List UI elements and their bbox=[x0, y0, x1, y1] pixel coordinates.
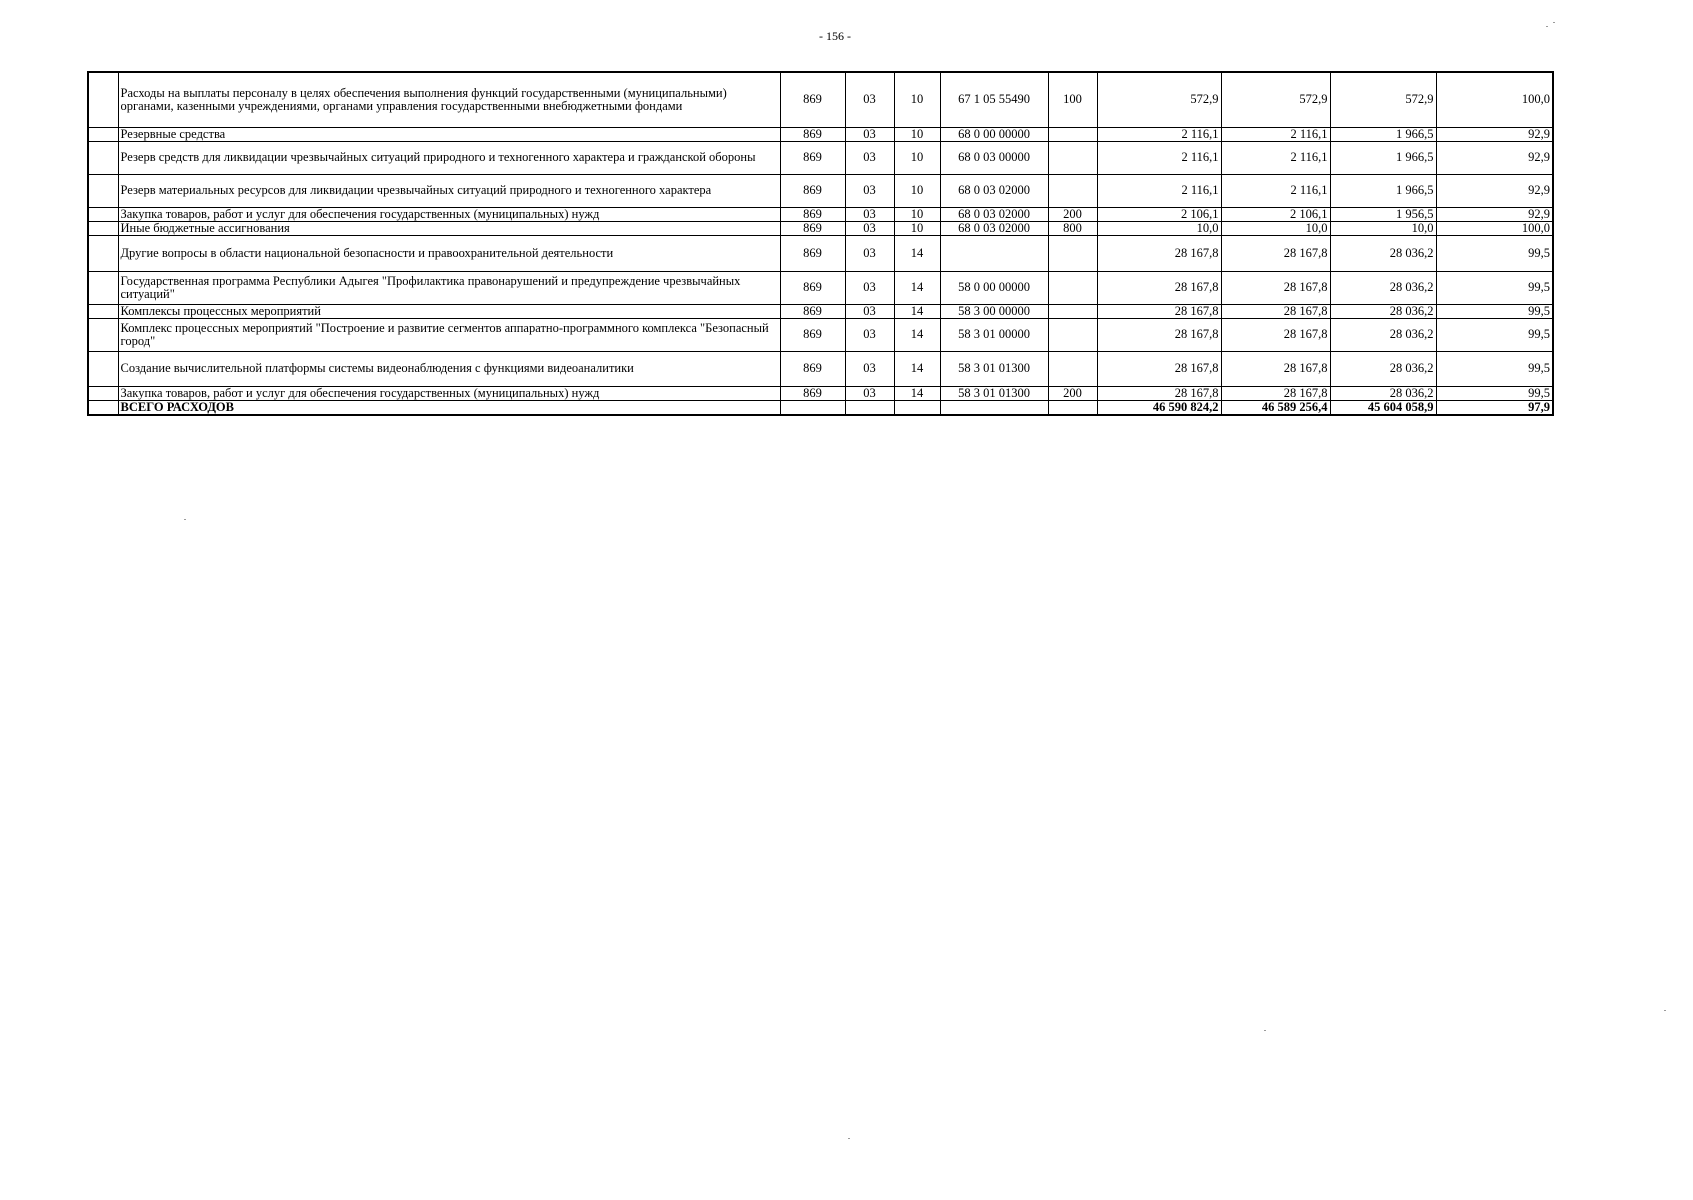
row-rz-cell: 03 bbox=[845, 351, 894, 386]
row-value2-cell: 572,9 bbox=[1221, 72, 1330, 127]
row-index-cell bbox=[88, 235, 118, 271]
total-gr-cell bbox=[780, 400, 845, 415]
row-gr-cell: 869 bbox=[780, 127, 845, 141]
row-value1-cell: 572,9 bbox=[1097, 72, 1221, 127]
row-name-cell: Резерв материальных ресурсов для ликвидации чрезвычайных ситуаций природного и техногенного характера bbox=[118, 174, 780, 207]
row-csr-cell: 58 3 00 00000 bbox=[940, 304, 1048, 318]
row-csr-cell: 68 0 03 00000 bbox=[940, 141, 1048, 174]
row-gr-cell: 869 bbox=[780, 318, 845, 351]
row-csr-cell: 68 0 00 00000 bbox=[940, 127, 1048, 141]
row-pr-cell: 10 bbox=[894, 141, 940, 174]
row-gr-cell: 869 bbox=[780, 351, 845, 386]
expenses-table bbox=[87, 71, 1554, 416]
row-value1-cell: 2 106,1 bbox=[1097, 207, 1221, 221]
table-row bbox=[88, 318, 1553, 351]
row-name-cell: Резерв средств для ликвидации чрезвычайных ситуаций природного и техногенного характера и гражданской обороны bbox=[118, 141, 780, 174]
row-rz-cell: 03 bbox=[845, 127, 894, 141]
row-rz-cell: 03 bbox=[845, 318, 894, 351]
row-gr-cell: 869 bbox=[780, 72, 845, 127]
table-row bbox=[88, 221, 1553, 235]
row-vr-cell: 200 bbox=[1048, 207, 1097, 221]
page-number: - 156 - bbox=[819, 29, 851, 43]
row-percent-cell: 99,5 bbox=[1436, 386, 1553, 400]
row-value3-cell: 1 966,5 bbox=[1330, 174, 1436, 207]
row-name-cell: Иные бюджетные ассигнования bbox=[118, 221, 780, 235]
table-row bbox=[88, 271, 1553, 304]
row-vr-cell bbox=[1048, 271, 1097, 304]
row-value3-cell: 28 036,2 bbox=[1330, 235, 1436, 271]
row-rz-cell: 03 bbox=[845, 174, 894, 207]
row-name-cell: Государственная программа Республики Адыгея "Профилактика правонарушений и предупреждение чрезвычайных ситуаций" bbox=[118, 271, 780, 304]
row-value2-cell: 2 106,1 bbox=[1221, 207, 1330, 221]
row-percent-cell: 99,5 bbox=[1436, 318, 1553, 351]
row-index-cell bbox=[88, 400, 118, 415]
row-value2-cell: 28 167,8 bbox=[1221, 304, 1330, 318]
row-pr-cell: 14 bbox=[894, 386, 940, 400]
row-pr-cell: 10 bbox=[894, 174, 940, 207]
row-index-cell bbox=[88, 221, 118, 235]
row-vr-cell: 800 bbox=[1048, 221, 1097, 235]
total-rz-cell bbox=[845, 400, 894, 415]
row-pr-cell: 10 bbox=[894, 221, 940, 235]
row-csr-cell: 68 0 03 02000 bbox=[940, 174, 1048, 207]
total-csr-cell bbox=[940, 400, 1048, 415]
row-value3-cell: 1 956,5 bbox=[1330, 207, 1436, 221]
row-csr-cell bbox=[940, 235, 1048, 271]
row-index-cell bbox=[88, 271, 118, 304]
row-index-cell bbox=[88, 207, 118, 221]
table-row bbox=[88, 351, 1553, 386]
row-value3-cell: 572,9 bbox=[1330, 72, 1436, 127]
row-percent-cell: 92,9 bbox=[1436, 141, 1553, 174]
table-row bbox=[88, 72, 1553, 127]
row-vr-cell bbox=[1048, 127, 1097, 141]
row-pr-cell: 14 bbox=[894, 304, 940, 318]
scan-speck bbox=[1264, 1030, 1266, 1031]
row-vr-cell bbox=[1048, 304, 1097, 318]
row-value2-cell: 28 167,8 bbox=[1221, 235, 1330, 271]
total-percent-cell: 97,9 bbox=[1436, 400, 1553, 415]
row-gr-cell: 869 bbox=[780, 221, 845, 235]
table-row bbox=[88, 207, 1553, 221]
total-value3-cell: 45 604 058,9 bbox=[1330, 400, 1436, 415]
table-row bbox=[88, 127, 1553, 141]
row-percent-cell: 99,5 bbox=[1436, 235, 1553, 271]
row-pr-cell: 10 bbox=[894, 127, 940, 141]
row-rz-cell: 03 bbox=[845, 386, 894, 400]
row-index-cell bbox=[88, 386, 118, 400]
row-gr-cell: 869 bbox=[780, 141, 845, 174]
row-index-cell bbox=[88, 318, 118, 351]
row-gr-cell: 869 bbox=[780, 207, 845, 221]
scan-speck bbox=[184, 519, 186, 520]
row-value3-cell: 1 966,5 bbox=[1330, 141, 1436, 174]
row-vr-cell bbox=[1048, 174, 1097, 207]
row-value3-cell: 28 036,2 bbox=[1330, 318, 1436, 351]
row-csr-cell: 67 1 05 55490 bbox=[940, 72, 1048, 127]
row-index-cell bbox=[88, 174, 118, 207]
row-value2-cell: 28 167,8 bbox=[1221, 318, 1330, 351]
row-csr-cell: 68 0 03 02000 bbox=[940, 221, 1048, 235]
row-pr-cell: 14 bbox=[894, 235, 940, 271]
row-gr-cell: 869 bbox=[780, 235, 845, 271]
row-gr-cell: 869 bbox=[780, 304, 845, 318]
row-vr-cell bbox=[1048, 235, 1097, 271]
row-index-cell bbox=[88, 304, 118, 318]
row-name-cell: Резервные средства bbox=[118, 127, 780, 141]
table-body bbox=[88, 72, 1553, 415]
row-value3-cell: 28 036,2 bbox=[1330, 386, 1436, 400]
row-value3-cell: 28 036,2 bbox=[1330, 304, 1436, 318]
row-value3-cell: 28 036,2 bbox=[1330, 271, 1436, 304]
row-value3-cell: 1 966,5 bbox=[1330, 127, 1436, 141]
row-percent-cell: 99,5 bbox=[1436, 271, 1553, 304]
row-percent-cell: 92,9 bbox=[1436, 127, 1553, 141]
row-percent-cell: 99,5 bbox=[1436, 304, 1553, 318]
row-rz-cell: 03 bbox=[845, 141, 894, 174]
row-value1-cell: 28 167,8 bbox=[1097, 271, 1221, 304]
row-value2-cell: 2 116,1 bbox=[1221, 127, 1330, 141]
row-pr-cell: 14 bbox=[894, 271, 940, 304]
row-value1-cell: 2 116,1 bbox=[1097, 127, 1221, 141]
row-index-cell bbox=[88, 72, 118, 127]
row-name-cell: Расходы на выплаты персоналу в целях обеспечения выполнения функций государственными (муниципальными) органами, казенными учреждениями, органами управления государственными внебюджетными фондами bbox=[118, 72, 780, 127]
row-gr-cell: 869 bbox=[780, 271, 845, 304]
table-row bbox=[88, 174, 1553, 207]
row-pr-cell: 14 bbox=[894, 351, 940, 386]
row-pr-cell: 14 bbox=[894, 318, 940, 351]
scan-speck bbox=[1546, 26, 1548, 27]
row-value1-cell: 28 167,8 bbox=[1097, 351, 1221, 386]
row-value2-cell: 10,0 bbox=[1221, 221, 1330, 235]
row-percent-cell: 100,0 bbox=[1436, 221, 1553, 235]
row-value2-cell: 2 116,1 bbox=[1221, 141, 1330, 174]
row-vr-cell: 200 bbox=[1048, 386, 1097, 400]
row-csr-cell: 68 0 03 02000 bbox=[940, 207, 1048, 221]
row-value2-cell: 2 116,1 bbox=[1221, 174, 1330, 207]
row-value2-cell: 28 167,8 bbox=[1221, 386, 1330, 400]
row-rz-cell: 03 bbox=[845, 304, 894, 318]
total-pr-cell bbox=[894, 400, 940, 415]
row-value1-cell: 2 116,1 bbox=[1097, 174, 1221, 207]
row-percent-cell: 92,9 bbox=[1436, 207, 1553, 221]
total-label-cell: ВСЕГО РАСХОДОВ bbox=[118, 400, 780, 415]
row-value1-cell: 10,0 bbox=[1097, 221, 1221, 235]
row-rz-cell: 03 bbox=[845, 271, 894, 304]
total-row bbox=[88, 400, 1553, 415]
row-value2-cell: 28 167,8 bbox=[1221, 351, 1330, 386]
row-percent-cell: 99,5 bbox=[1436, 351, 1553, 386]
row-csr-cell: 58 3 01 01300 bbox=[940, 386, 1048, 400]
row-value3-cell: 28 036,2 bbox=[1330, 351, 1436, 386]
total-value2-cell: 46 589 256,4 bbox=[1221, 400, 1330, 415]
row-name-cell: Комплекс процессных мероприятий "Построение и развитие сегментов аппаратно-программного комплекса "Безопасный город" bbox=[118, 318, 780, 351]
row-name-cell: Закупка товаров, работ и услуг для обеспечения государственных (муниципальных) нужд bbox=[118, 386, 780, 400]
row-index-cell bbox=[88, 141, 118, 174]
scan-speck bbox=[1553, 22, 1555, 23]
row-percent-cell: 92,9 bbox=[1436, 174, 1553, 207]
row-name-cell: Создание вычислительной платформы системы видеонаблюдения с функциями видеоаналитики bbox=[118, 351, 780, 386]
row-value2-cell: 28 167,8 bbox=[1221, 271, 1330, 304]
row-value3-cell: 10,0 bbox=[1330, 221, 1436, 235]
row-vr-cell bbox=[1048, 141, 1097, 174]
row-value1-cell: 28 167,8 bbox=[1097, 235, 1221, 271]
row-pr-cell: 10 bbox=[894, 72, 940, 127]
table-row bbox=[88, 386, 1553, 400]
row-csr-cell: 58 3 01 01300 bbox=[940, 351, 1048, 386]
total-value1-cell: 46 590 824,2 bbox=[1097, 400, 1221, 415]
scan-speck bbox=[1664, 1010, 1666, 1011]
row-value1-cell: 28 167,8 bbox=[1097, 304, 1221, 318]
row-pr-cell: 10 bbox=[894, 207, 940, 221]
row-value1-cell: 28 167,8 bbox=[1097, 318, 1221, 351]
row-rz-cell: 03 bbox=[845, 207, 894, 221]
row-index-cell bbox=[88, 127, 118, 141]
row-vr-cell bbox=[1048, 351, 1097, 386]
row-name-cell: Комплексы процессных мероприятий bbox=[118, 304, 780, 318]
table-row bbox=[88, 141, 1553, 174]
row-csr-cell: 58 0 00 00000 bbox=[940, 271, 1048, 304]
row-rz-cell: 03 bbox=[845, 72, 894, 127]
row-rz-cell: 03 bbox=[845, 221, 894, 235]
row-name-cell: Другие вопросы в области национальной безопасности и правоохранительной деятельности bbox=[118, 235, 780, 271]
row-vr-cell: 100 bbox=[1048, 72, 1097, 127]
table-row bbox=[88, 235, 1553, 271]
row-value1-cell: 28 167,8 bbox=[1097, 386, 1221, 400]
expenses-table-container bbox=[87, 71, 1552, 416]
row-percent-cell: 100,0 bbox=[1436, 72, 1553, 127]
row-vr-cell bbox=[1048, 318, 1097, 351]
total-vr-cell bbox=[1048, 400, 1097, 415]
scan-speck bbox=[848, 1138, 850, 1139]
table-row bbox=[88, 304, 1553, 318]
row-csr-cell: 58 3 01 00000 bbox=[940, 318, 1048, 351]
row-gr-cell: 869 bbox=[780, 386, 845, 400]
row-name-cell: Закупка товаров, работ и услуг для обеспечения государственных (муниципальных) нужд bbox=[118, 207, 780, 221]
row-gr-cell: 869 bbox=[780, 174, 845, 207]
row-index-cell bbox=[88, 351, 118, 386]
row-value1-cell: 2 116,1 bbox=[1097, 141, 1221, 174]
row-rz-cell: 03 bbox=[845, 235, 894, 271]
